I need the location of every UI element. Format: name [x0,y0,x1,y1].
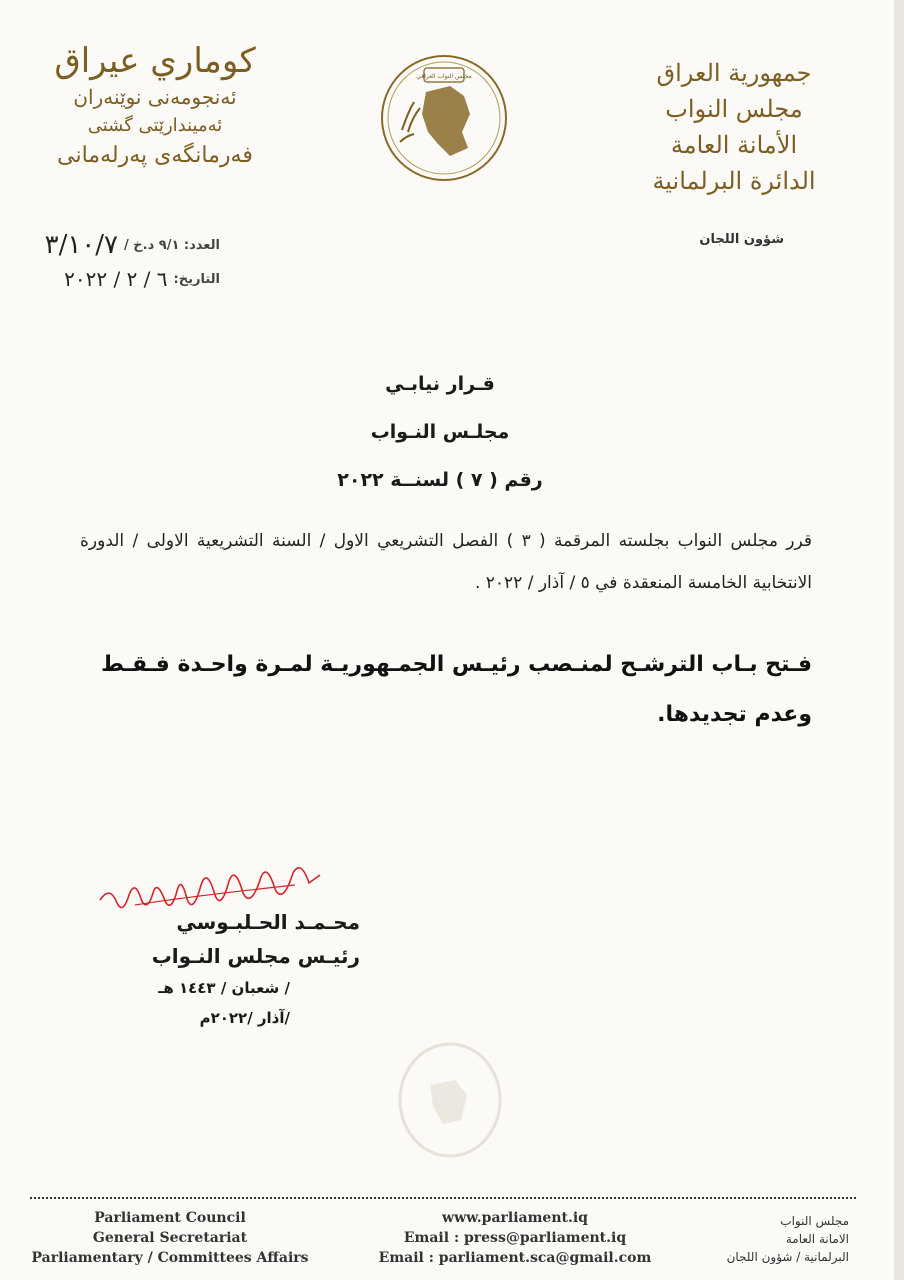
title-line-1: قـرار نيابـي [385,373,495,395]
footer-contacts [360,1208,670,1268]
footer-website: www.parliament.iq [442,1210,588,1226]
header-arabic-line-2: مجلس النواب [665,95,803,123]
number-label: العدد: ٩/١ د.خ / [124,237,220,253]
header-arabic [629,55,839,199]
title-line-3: رقم ( ٧ ) لسنــة ٢٠٢٢ [337,469,543,491]
seal-text: مجلس النواب العراقي [416,73,472,80]
footer-left-line-2: General Secretariat [92,1230,248,1246]
footer-arabic-office [699,1212,849,1266]
footer-left-line-3: Parliamentary / Committees Affairs [31,1250,309,1266]
header-kurdish-line-4: فەرمانگەی پەرلەمانی [57,143,253,168]
body-paragraph: قرر مجلس النواب بجلسته المرقمة ( ٣ ) الفصل التشريعي الاول / السنة التشريعية الاولى / الدورة الانتخابية الخامسة المنعقدة في ٥ / آذار / ٢٠٢٢ . [80,531,812,593]
header-arabic-line-3: الأمانة العامة [670,131,798,159]
header-kurdish [40,40,270,172]
date-label: التاريخ: [173,271,220,287]
reference-date-row [20,262,220,296]
footer-right-line-2: الامانة العامة [785,1232,849,1246]
footer-right-line-3: البرلمانية / شؤون اللجان [726,1250,849,1264]
signer-name: محـمـد الحـلبـوسي [176,910,360,934]
date-value: ٦ / ٢ / ٢٠٢٢ [64,267,168,291]
footer-divider [30,1197,856,1199]
gregorian-date: /آذار /٢٠٢٢م [199,1009,290,1027]
header-kurdish-line-3: ئەمیندارێتی گشتی [87,115,223,136]
header-arabic-line-1: جمهورية العراق [656,59,812,87]
decision-text: فـتح بـاب الترشـح لمنـصب رئيـس الجمـهوريـة لمـرة واحـدة فـقـط وعدم تجديدها. [100,652,812,727]
decision-title [230,360,650,504]
footer-email-press: Email : press@parliament.iq [403,1230,627,1246]
footer-english-office [30,1208,310,1268]
number-value: ٣/١٠/٧ [44,230,118,260]
parliament-seal-logo [378,52,510,184]
signer-block [100,905,360,1033]
footer-left-line-1: Parliament Council [94,1210,246,1226]
hijri-date: / شعبان / ١٤٤٣ هـ [158,979,290,997]
header-arabic-line-4: الدائرة البرلمانية [652,167,816,195]
committees-affairs-label: شؤون اللجان [699,232,784,247]
footer-right-line-1: مجلس النواب [780,1214,849,1228]
reference-number-row [20,228,220,262]
title-line-2: مجلـس النـواب [370,421,510,443]
header-kurdish-line-2: ئەنجومەنی نوێنەران [73,85,237,109]
signer-title: رئيـس مجلس النـواب [151,944,360,968]
footer-email-sca: Email : parliament.sca@gmail.com [378,1250,652,1266]
embossed-stamp [395,1040,505,1160]
header-kurdish-line-1: كوماري عيراق [54,41,256,81]
reference-meta [20,228,220,296]
